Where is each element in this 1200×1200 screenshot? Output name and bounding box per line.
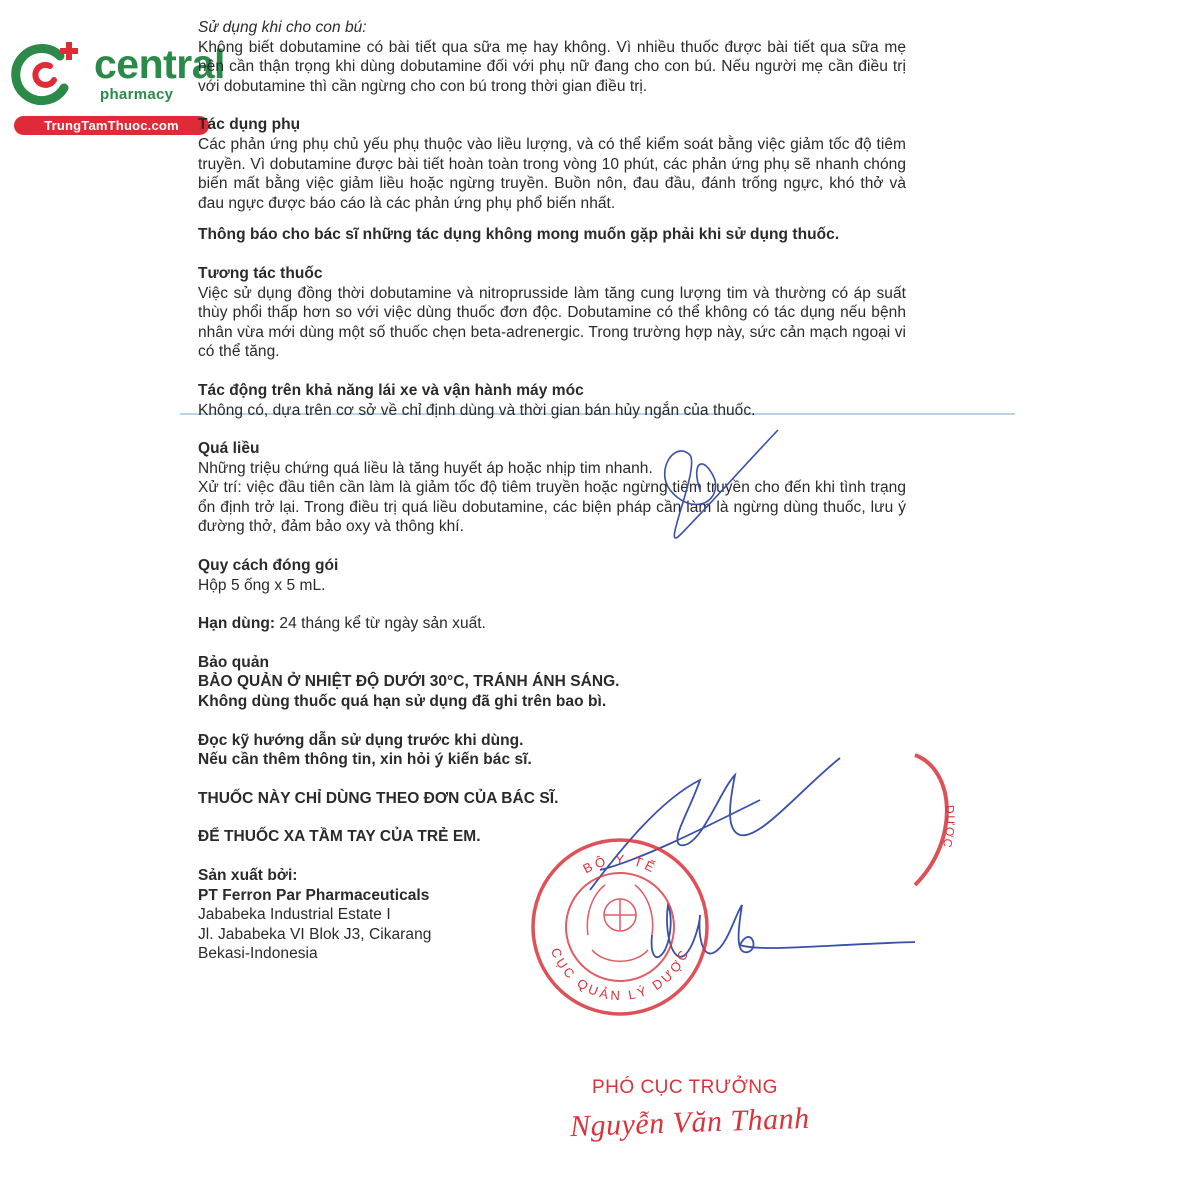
partial-stamp-text: DƯỢC: [939, 804, 958, 850]
logo-brand-sub: pharmacy: [100, 86, 174, 103]
packaging-body: Hộp 5 ống x 5 mL.: [198, 576, 326, 594]
breastfeeding-body: Không biết dobutamine có bài tiết qua sữa mẹ hay không. Vì nhiều thuốc được bài tiết qua sữa mẹ nên cần thận trọng khi dùng dobutamine đối với phụ nữ đang cho con bú. Nếu người mẹ cần điều trị với dobutamine thì cần ngừng cho con bú trong thời gian điều trị.: [198, 38, 906, 95]
manufacturer-address2: Jl. Jababeka VI Blok J3, Cikarang: [198, 925, 432, 943]
storage-line2: Không dùng thuốc quá hạn sử dụng đã ghi trên bao bì.: [198, 693, 607, 711]
leaflet-page: [198, 18, 906, 964]
prescription-warning: THUỐC NÀY CHỈ DÙNG THEO ĐƠN CỦA BÁC SĨ.: [198, 789, 559, 807]
side-effects-notice: Thông báo cho bác sĩ những tác dụng không mong muốn gặp phải khi sử dụng thuốc.: [198, 226, 840, 244]
manufacturer-name: PT Ferron Par Pharmaceuticals: [198, 886, 430, 904]
breastfeeding-title: Sử dụng khi cho con bú:: [198, 19, 367, 36]
stamp-top-text: BỘ Y TẾ: [580, 851, 660, 877]
driving-title: Tác động trên khả năng lái xe và vận hành máy móc: [198, 381, 584, 399]
overdose-title: Quá liều: [198, 440, 260, 458]
shelf-life-value: 24 tháng kể từ ngày sản xuất.: [275, 615, 487, 633]
logo-site-url[interactable]: TrungTamThuoc.com: [14, 116, 209, 135]
overdose-symptoms: Những triệu chứng quá liều là tăng huyết áp hoặc nhịp tim nhanh.: [198, 459, 653, 477]
side-effects-body: Các phản ứng phụ chủ yếu phụ thuộc vào liều lượng, và có thể kiểm soát bằng việc giảm tốc độ tiêm truyền. Vì dobutamine được bài tiết hoàn toàn trong vòng 10 phút, các phản ứng phụ sẽ nhanh chóng biến mất bằng việc giảm liều hoặc ngừng truyền. Buồn nôn, đau đầu, đánh trống ngực, khó thở và đau ngực được báo cáo là các phản ứng phụ phổ biến nhất.: [198, 135, 906, 212]
central-logo-icon: [10, 38, 90, 110]
partial-stamp: [915, 755, 957, 885]
children-warning: ĐỂ THUỐC XA TẦM TAY CỦA TRẺ EM.: [198, 828, 481, 846]
central-pharmacy-logo: [8, 36, 225, 136]
packaging-title: Quy cách đóng gói: [198, 557, 339, 575]
shelf-life: [198, 614, 906, 634]
driving-body: Không có, dựa trên cơ sở về chỉ định dùng và thời gian bán hủy ngắn của thuốc.: [198, 401, 756, 419]
logo-brand-name: central: [94, 41, 225, 87]
interactions-title: Tương tác thuốc: [198, 264, 323, 282]
read-guide-line2: Nếu cần thêm thông tin, xin hỏi ý kiến bác sĩ.: [198, 751, 532, 769]
svg-text:DƯỢC: [940, 804, 958, 849]
overdose-treatment: Xử trí: việc đầu tiên cần làm là giảm tốc độ tiêm truyền hoặc ngừng tiêm truyền cho đến khi tình trạng ổn định trở lại. Trong điều trị quá liều dobutamine, các biện pháp cần làm là ngừng dùng thuốc, lưu ý đường thở, đảm bảo oxy và thông khí.: [198, 479, 906, 536]
shelf-life-label: Hạn dùng:: [198, 615, 276, 633]
side-effects-title: Tác dụng phụ: [198, 116, 301, 134]
storage-title: Bảo quản: [198, 653, 270, 671]
storage-line1: BẢO QUẢN Ở NHIỆT ĐỘ DƯỚI 30°C, TRÁNH ÁNH SÁNG.: [198, 673, 620, 691]
manufacturer-address1: Jababeka Industrial Estate I: [198, 906, 391, 924]
signatory-name: Nguyễn Văn Thanh: [569, 1101, 811, 1144]
manufacturer-address3: Bekasi-Indonesia: [198, 945, 318, 963]
signatory-title: PHÓ CỤC TRƯỞNG: [592, 1077, 778, 1098]
interactions-body: Việc sử dụng đồng thời dobutamine và nitroprusside làm tăng cung lượng tim và thường có áp suất thùy phổi thấp hơn so với việc dùng thuốc đơn độc. Dobutamine có thể không có tác dụng nếu bệnh nhân vừa mới dùng một số thuốc chẹn beta-adrenergic. Trong trường hợp này, sức cản mạch ngoại vi có thể tăng.: [198, 284, 906, 361]
read-guide-line1: Đọc kỹ hướng dẫn sử dụng trước khi dùng.: [198, 731, 524, 749]
manufacturer-title: Sản xuất bởi:: [198, 867, 298, 884]
stamp-bottom-text: CỤC QUẢN LÝ DƯỢC: [547, 945, 693, 1004]
